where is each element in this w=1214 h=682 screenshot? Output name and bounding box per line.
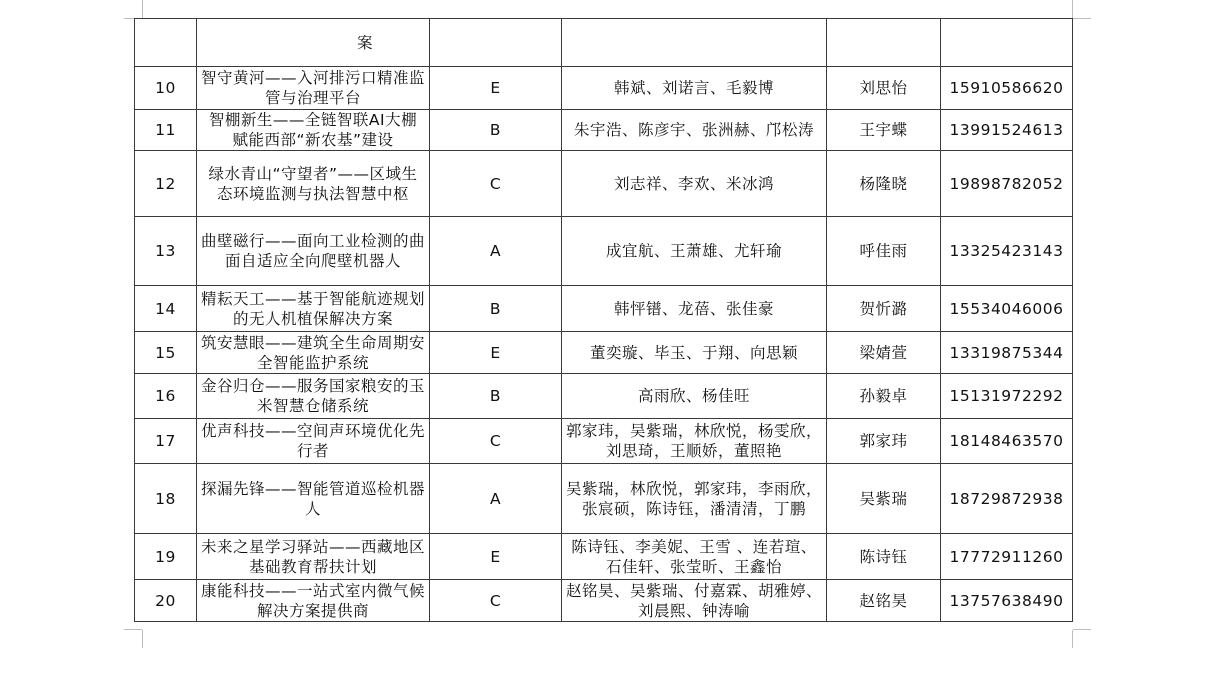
table-row: [135, 534, 1073, 580]
project-name-cell: 智棚新生——全链智联AI大棚赋能西部“新农基”建设: [197, 110, 430, 151]
project-name-cell: 智守黄河——入河排污口精准监管与治理平台: [197, 67, 430, 110]
table-row: [135, 374, 1073, 419]
index-cell: 14: [135, 286, 197, 332]
table-row: [135, 110, 1073, 151]
leader-cell: 赵铭昊: [827, 580, 941, 622]
project-name-cell: 精耘天工——基于智能航迹规划的无人机植保解决方案: [197, 286, 430, 332]
table-row: [135, 217, 1073, 286]
leader-cell: 孙毅卓: [827, 374, 941, 419]
table-row: [135, 464, 1073, 534]
index-cell: 18: [135, 464, 197, 534]
table-row: [135, 19, 1073, 67]
leader-cell: 陈诗钰: [827, 534, 941, 580]
group-cell: E: [430, 534, 562, 580]
group-cell: C: [430, 151, 562, 217]
project-name-cell: 探漏先锋——智能管道巡检机器人: [197, 464, 430, 534]
project-table: [134, 18, 1073, 622]
index-cell: 17: [135, 419, 197, 464]
page-corner-mark: [142, 0, 143, 18]
phone-cell: 15131972292: [941, 374, 1073, 419]
phone-cell: 18729872938: [941, 464, 1073, 534]
members-cell: 朱宇浩、陈彦宇、张洲赫、邝松涛: [562, 110, 827, 151]
group-cell: E: [430, 332, 562, 374]
index-cell: 20: [135, 580, 197, 622]
group-cell: C: [430, 580, 562, 622]
phone-cell: 19898782052: [941, 151, 1073, 217]
phone-cell: 13319875344: [941, 332, 1073, 374]
group-cell: E: [430, 67, 562, 110]
index-cell: 13: [135, 217, 197, 286]
index-cell: 16: [135, 374, 197, 419]
table-row: [135, 286, 1073, 332]
members-cell: [562, 19, 827, 67]
phone-cell: 13757638490: [941, 580, 1073, 622]
leader-cell: 王宇蝶: [827, 110, 941, 151]
leader-cell: 郭家玮: [827, 419, 941, 464]
phone-cell: 15534046006: [941, 286, 1073, 332]
phone-cell: 15910586620: [941, 67, 1073, 110]
leader-cell: 呼佳雨: [827, 217, 941, 286]
group-cell: B: [430, 374, 562, 419]
index-cell: 15: [135, 332, 197, 374]
project-name-cell: 曲壁磁行——面向工业检测的曲面自适应全向爬壁机器人: [197, 217, 430, 286]
leader-cell: 贺忻潞: [827, 286, 941, 332]
page-corner-mark: [1072, 630, 1073, 648]
members-cell: 赵铭昊、吴紫瑞、付嘉霖、胡雅婷、刘晨熙、钟涛喻: [562, 580, 827, 622]
group-cell: [430, 19, 562, 67]
page-corner-mark: [124, 629, 142, 630]
project-name-cell: 金谷归仓——服务国家粮安的玉米智慧仓储系统: [197, 374, 430, 419]
index-cell: [135, 19, 197, 67]
group-cell: A: [430, 464, 562, 534]
leader-cell: 吴紫瑞: [827, 464, 941, 534]
table-row: [135, 580, 1073, 622]
project-name-cell: 绿水青山“守望者”——区域生态环境监测与执法智慧中枢: [197, 151, 430, 217]
members-cell: 董奕璇、毕玉、于翔、向思颖: [562, 332, 827, 374]
members-cell: 高雨欣、杨佳旺: [562, 374, 827, 419]
table-row: [135, 151, 1073, 217]
project-name-cell: 康能科技——一站式室内微气候解决方案提供商: [197, 580, 430, 622]
members-cell: 韩怦镨、龙蓓、张佳豪: [562, 286, 827, 332]
members-cell: 韩斌、刘诺言、毛毅博: [562, 67, 827, 110]
members-cell: 吴紫瑞，林欣悦，郭家玮，李雨欣，张宸硕，陈诗钰，潘清清，丁鹏: [562, 464, 827, 534]
index-cell: 10: [135, 67, 197, 110]
project-name-cell: 优声科技——空间声环境优化先行者: [197, 419, 430, 464]
group-cell: B: [430, 110, 562, 151]
page-corner-mark: [1073, 18, 1091, 19]
members-cell: 陈诗钰、李美妮、王雪 、连若瑄、石佳轩、张莹昕、王鑫怡: [562, 534, 827, 580]
table-row: [135, 332, 1073, 374]
phone-cell: [941, 19, 1073, 67]
group-cell: B: [430, 286, 562, 332]
group-cell: C: [430, 419, 562, 464]
phone-cell: 17772911260: [941, 534, 1073, 580]
project-name-cell: 筑安慧眼——建筑全生命周期安全智能监护系统: [197, 332, 430, 374]
leader-cell: 杨隆晓: [827, 151, 941, 217]
index-cell: 12: [135, 151, 197, 217]
members-cell: 刘志祥、李欢、米冰鸿: [562, 151, 827, 217]
phone-cell: 18148463570: [941, 419, 1073, 464]
phone-cell: 13325423143: [941, 217, 1073, 286]
table-row: [135, 419, 1073, 464]
project-name-cell: 案: [197, 19, 430, 67]
members-cell: 成宜航、王萧雄、尤轩瑜: [562, 217, 827, 286]
index-cell: 19: [135, 534, 197, 580]
index-cell: 11: [135, 110, 197, 151]
page-corner-mark: [142, 630, 143, 648]
members-cell: 郭家玮，吴紫瑞，林欣悦，杨雯欣，刘思琦，王顺娇，董照艳: [562, 419, 827, 464]
leader-cell: [827, 19, 941, 67]
project-name-cell: 未来之星学习驿站——西藏地区基础教育帮扶计划: [197, 534, 430, 580]
page-corner-mark: [1073, 629, 1091, 630]
phone-cell: 13991524613: [941, 110, 1073, 151]
leader-cell: 刘思怡: [827, 67, 941, 110]
leader-cell: 梁婧萱: [827, 332, 941, 374]
table-row: [135, 67, 1073, 110]
page-corner-mark: [1072, 0, 1073, 18]
group-cell: A: [430, 217, 562, 286]
